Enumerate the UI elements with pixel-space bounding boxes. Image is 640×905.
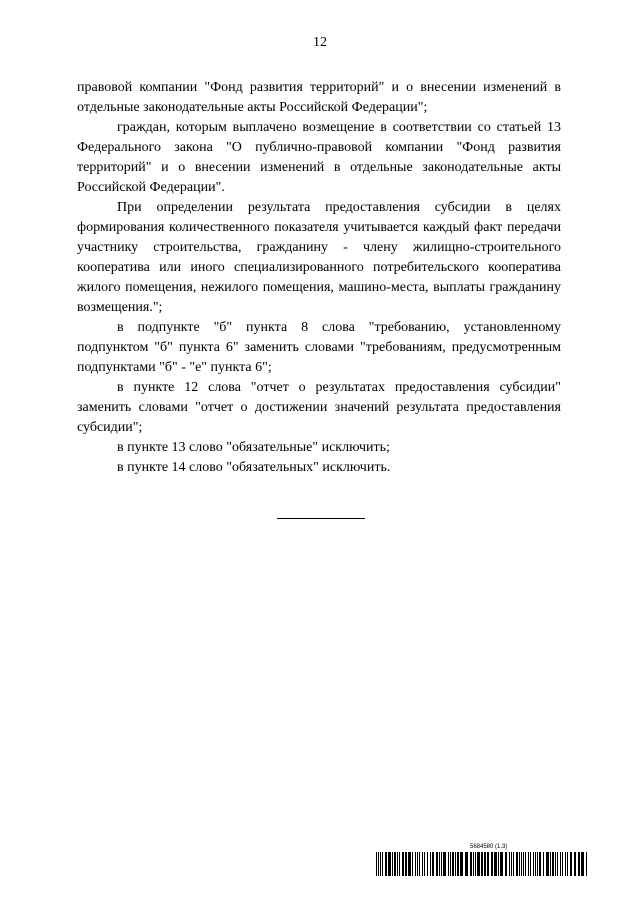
document-body — [77, 78, 561, 478]
barcode-bar — [460, 852, 463, 876]
document-code: 5684580 (1.3) — [470, 844, 508, 850]
barcode-bar — [586, 852, 587, 876]
barcode-bar — [465, 852, 468, 876]
end-divider — [277, 518, 365, 519]
barcode-bar — [539, 852, 541, 876]
barcode-bar — [528, 852, 529, 876]
barcode-bar — [560, 852, 561, 876]
barcode-bar — [394, 852, 396, 876]
barcode-bar — [570, 852, 572, 876]
paragraph-5: в пункте 12 слова "отчет о результатах предоставления субсидии" заменить словами "отчет о достижении значений результата предоставления субсидии"; — [77, 380, 561, 435]
barcode-bar — [513, 852, 514, 876]
barcode-bar — [412, 852, 413, 876]
barcode-bar — [475, 852, 476, 876]
barcode-bar — [498, 852, 499, 876]
barcode-bar — [550, 852, 551, 876]
barcode-bar — [457, 852, 459, 876]
barcode-bar — [385, 852, 387, 876]
barcode-bar — [530, 852, 531, 876]
barcode-bar — [555, 852, 556, 876]
paragraph-6: в пункте 13 слово "обязательные" исключить; — [117, 440, 390, 455]
barcode-bar — [450, 852, 451, 876]
barcode-bar — [397, 852, 398, 876]
paragraph-4: в подпункте "б" пункта 8 слова "требованию, установленному подпунктом "б" пункта 6" заменить словами "требованиям, предусмотренным подпунктами "б" - "е" пункта 6"; — [77, 320, 561, 375]
barcode-bar — [405, 852, 407, 876]
barcode-bar — [455, 852, 456, 876]
barcode-bar — [543, 852, 544, 876]
barcode-bar — [424, 852, 425, 876]
barcode-bar — [509, 852, 510, 876]
barcode-bar — [422, 852, 423, 876]
barcode-bar — [523, 852, 524, 876]
paragraph-1: правовой компании "Фонд развития территорий" и о внесении изменений в отдельные законодательные акты Российской Федерации"; — [77, 80, 561, 115]
barcode-bar — [441, 852, 442, 876]
barcode-bar — [470, 852, 472, 876]
barcode-bar — [432, 852, 434, 876]
barcode-icon — [376, 852, 590, 876]
barcode-bar — [516, 852, 518, 876]
barcode-bar — [546, 852, 549, 876]
barcode-bar — [430, 852, 431, 876]
barcode-bar — [581, 852, 584, 876]
barcode-bar — [533, 852, 534, 876]
barcode-bar — [473, 852, 474, 876]
barcode-bar — [408, 852, 411, 876]
barcode-bar — [380, 852, 381, 876]
barcode-bar — [487, 852, 489, 876]
barcode-bar — [443, 852, 446, 876]
barcode-bar — [388, 852, 391, 876]
barcode-bar — [477, 852, 480, 876]
barcode-bar — [557, 852, 558, 876]
barcode-bar — [402, 852, 404, 876]
barcode-bar — [382, 852, 383, 876]
barcode-bar — [562, 852, 563, 876]
barcode-bar — [525, 852, 526, 876]
barcode-bar — [574, 852, 576, 876]
barcode-bar — [376, 852, 377, 876]
barcode-bar — [415, 852, 416, 876]
barcode-bar — [578, 852, 580, 876]
barcode-bar — [511, 852, 512, 876]
barcode-bar — [399, 852, 400, 876]
barcode-bar — [537, 852, 538, 876]
barcode-bar — [500, 852, 503, 876]
barcode-bar — [419, 852, 420, 876]
page-number: 12 — [313, 35, 327, 50]
paragraph-2: граждан, которым выплачено возмещение в соответствии со статьей 13 Федерального закона "О публично-правовой компании "Фонд развития территорий" и о внесении изменений в отдельные законодательные акты Российской Федерации". — [77, 120, 561, 195]
barcode-bar — [494, 852, 497, 876]
barcode-bar — [484, 852, 486, 876]
barcode-bar — [436, 852, 438, 876]
barcode-bar — [521, 852, 522, 876]
barcode-bar — [567, 852, 568, 876]
barcode-bar — [417, 852, 418, 876]
barcode-bar — [481, 852, 483, 876]
barcode-bar — [448, 852, 449, 876]
barcode-bar — [552, 852, 554, 876]
barcode-bar — [505, 852, 507, 876]
paragraph-3: При определении результата предоставления субсидии в целях формирования количественного показателя учитывается каждый факт передачи участнику строительства, гражданину - члену жилищно-строительного кооператива или иного специализированного потребительского кооператива жилого помещения, нежилого помещения, машино-места, выплаты гражданину возмещения."; — [77, 200, 561, 315]
barcode-bar — [535, 852, 536, 876]
barcode-bar — [378, 852, 379, 876]
barcode-bar — [427, 852, 428, 876]
barcode-bar — [392, 852, 393, 876]
barcode-bar — [491, 852, 493, 876]
barcode-bar — [565, 852, 566, 876]
barcode-bar — [439, 852, 440, 876]
barcode-bar — [519, 852, 520, 876]
paragraph-7: в пункте 14 слово "обязательных" исключить. — [117, 460, 391, 475]
barcode-bar — [452, 852, 454, 876]
